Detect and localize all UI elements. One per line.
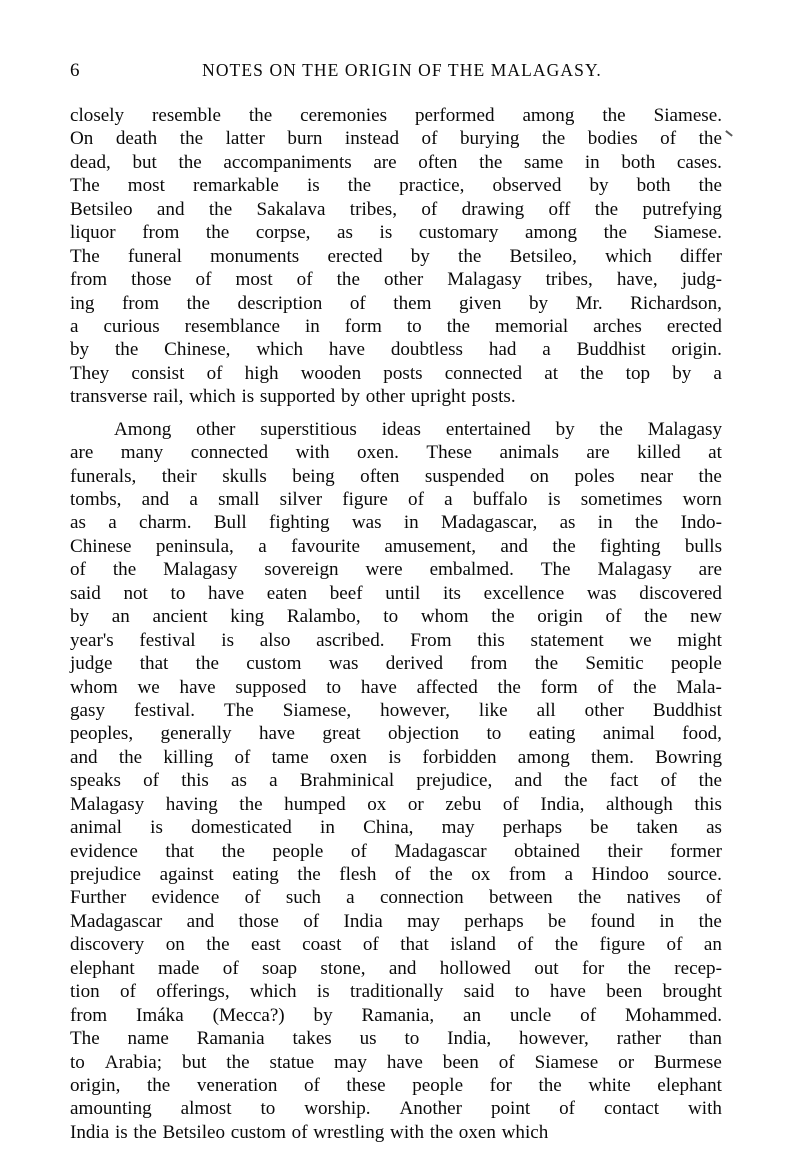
text-line: On death the latter burn instead of burying the bodies of the (70, 128, 722, 150)
text-line: Betsileo and the Sakalava tribes, of drawing off the putrefying (70, 198, 722, 220)
text-line: The most remarkable is the practice, observed by both the (70, 175, 722, 197)
text-line: dead, but the accompaniments are often the same in both cases. (70, 151, 722, 173)
text-line: liquor from the corpse, as is customary among the Siamese. (70, 222, 722, 244)
text-line: discovery on the east coast of that island of the figure of an (70, 934, 722, 956)
text-line: evidence that the people of Madagascar obtained their former (70, 840, 722, 862)
scan-artefact-mark (726, 130, 735, 139)
text-line: Further evidence of such a connection between the natives of (70, 887, 722, 909)
text-line: a curious resemblance in form to the memorial arches erected (70, 315, 722, 337)
text-line: funerals, their skulls being often suspended on poles near the (70, 465, 722, 487)
text-line: whom we have supposed to have affected the form of the Mala- (70, 676, 722, 698)
text-line: amounting almost to worship. Another point of contact with (70, 1098, 722, 1120)
text-line: Chinese peninsula, a favourite amusement, and the fighting bulls (70, 535, 722, 557)
text-line: and the killing of tame oxen is forbidden among them. Bowring (70, 746, 722, 768)
paragraph (70, 418, 722, 1145)
running-head (70, 58, 722, 84)
text-line: as a charm. Bull fighting was in Madagascar, as in the Indo- (70, 512, 722, 534)
text-line: said not to have eaten beef until its excellence was discovered (70, 582, 722, 604)
text-line: Among other superstitious ideas entertained by the Malagasy (114, 418, 722, 440)
text-line: judge that the custom was derived from the Semitic people (70, 653, 722, 675)
text-line: prejudice against eating the flesh of the ox from a Hindoo source. (70, 864, 722, 885)
text-line: transverse rail, which is supported by other upright posts. (70, 386, 516, 408)
text-line: from those of most of the other Malagasy tribes, have, judg- (70, 269, 722, 291)
text-line: gasy festival. The Siamese, however, like all other Buddhist (70, 699, 722, 721)
text-line: from Imáka (Mecca?) by Ramania, an uncle of Mohammed. (70, 1004, 722, 1026)
text-line: tombs, and a small silver figure of a buffalo is sometimes worn (70, 489, 722, 510)
text-line: origin, the veneration of these people for the white elephant (70, 1074, 722, 1096)
text-line: elephant made of soap stone, and hollowed out for the recep- (70, 957, 722, 979)
text-line: peoples, generally have great objection to eating animal food, (70, 723, 722, 745)
text-line: tion of offerings, which is traditionally said to have been brought (70, 981, 722, 1003)
text-line: to Arabia; but the statue may have been of Siamese or Burmese (70, 1051, 722, 1073)
text-line: Madagascar and those of India may perhaps be found in the (70, 910, 722, 932)
page-number: 6 (70, 60, 80, 81)
text-line: by an ancient king Ralambo, to whom the origin of the new (70, 606, 722, 628)
text-line: are many connected with oxen. These animals are killed at (70, 442, 722, 464)
text-line: The name Ramania takes us to India, however, rather than (70, 1028, 722, 1050)
running-head-title: NOTES ON THE ORIGIN OF THE MALAGASY. (202, 60, 602, 80)
text-line: by the Chinese, which have doubtless had a Buddhist origin. (70, 339, 722, 361)
text-line: speaks of this as a Brahminical prejudice, and the fact of the (70, 770, 722, 792)
text-line: of the Malagasy sovereign were embalmed. The Malagasy are (70, 559, 722, 581)
text-line: ing from the description of them given by Mr. Richardson, (70, 292, 722, 314)
text-line: animal is domesticated in China, may perhaps be taken as (70, 817, 722, 839)
text-line: year's festival is also ascribed. From this statement we might (70, 629, 722, 651)
text-line: The funeral monuments erected by the Betsileo, which differ (70, 245, 722, 267)
text-line: India is the Betsileo custom of wrestling with the oxen which (70, 1121, 549, 1143)
text-line: closely resemble the ceremonies performed among the Siamese. (70, 105, 722, 126)
body-text (70, 104, 722, 1144)
text-line: Malagasy having the humped ox or zebu of India, although this (70, 793, 722, 815)
paragraph (70, 104, 722, 409)
text-line: They consist of high wooden posts connected at the top by a (70, 362, 722, 384)
